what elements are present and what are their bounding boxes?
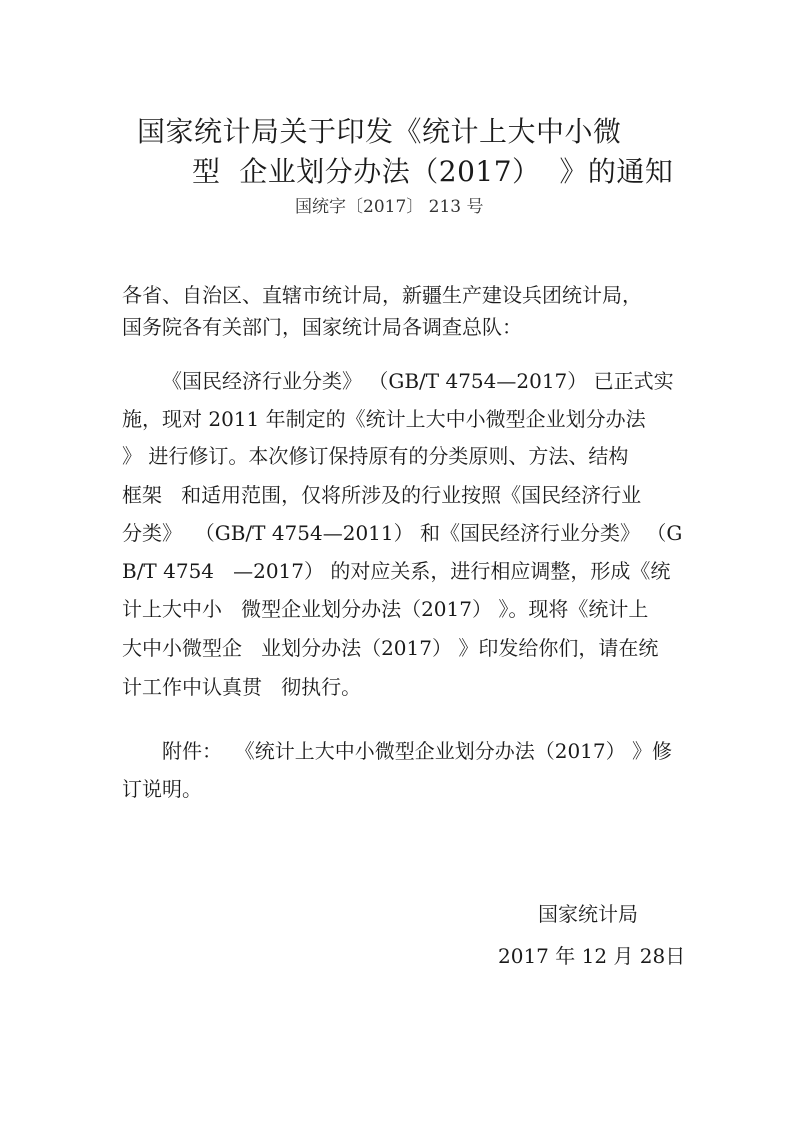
document-number: 国统字〔2017〕 213 号 (295, 197, 484, 217)
body-line-7: 计上大中小 微型企业划分办法（2017） 》。现将《统计上 (122, 597, 649, 621)
document-title-line-1: 国家统计局关于印发《统计上大中小微 (137, 115, 622, 148)
body-line-1: 《国民经济行业分类》 （GB/T 4754—2017） 已正式实 (162, 369, 674, 393)
document-title-line-2: 型 企业划分办法（2017） 》的通知 (192, 155, 674, 188)
body-line-8: 大中小微型企 业划分办法（2017） 》印发给你们，请在统 (122, 636, 659, 660)
issuer-name: 国家统计局 (538, 902, 638, 926)
body-line-9: 计工作中认真贯 彻执行。 (122, 675, 362, 699)
body-line-4: 框架 和适用范围，仅将所涉及的行业按照《国民经济行业 (122, 483, 642, 507)
attachment-line-1: 附件： 《统计上大中小微型企业划分办法（2017） 》修 (162, 739, 672, 763)
body-line-2: 施，现对 2011 年制定的《统计上大中小微型企业划分办法 (122, 407, 646, 431)
salutation-line-2: 国务院各有关部门，国家统计局各调查总队： (122, 315, 522, 339)
body-line-3: 》 进行修订。本次修订保持原有的分类原则、方法、结构 (122, 444, 629, 468)
salutation-line-1: 各省、自治区、直辖市统计局，新疆生产建设兵团统计局， (122, 283, 642, 307)
body-line-6: B/T 4754 —2017） 的对应关系，进行相应调整，形成《统 (122, 559, 671, 583)
attachment-line-2: 订说明。 (122, 777, 202, 801)
issue-date: 2017 年 12 月 28日 (498, 944, 686, 968)
body-line-5: 分类》 （GB/T 4754—2011） 和《国民经济行业分类》 （G (122, 521, 683, 545)
